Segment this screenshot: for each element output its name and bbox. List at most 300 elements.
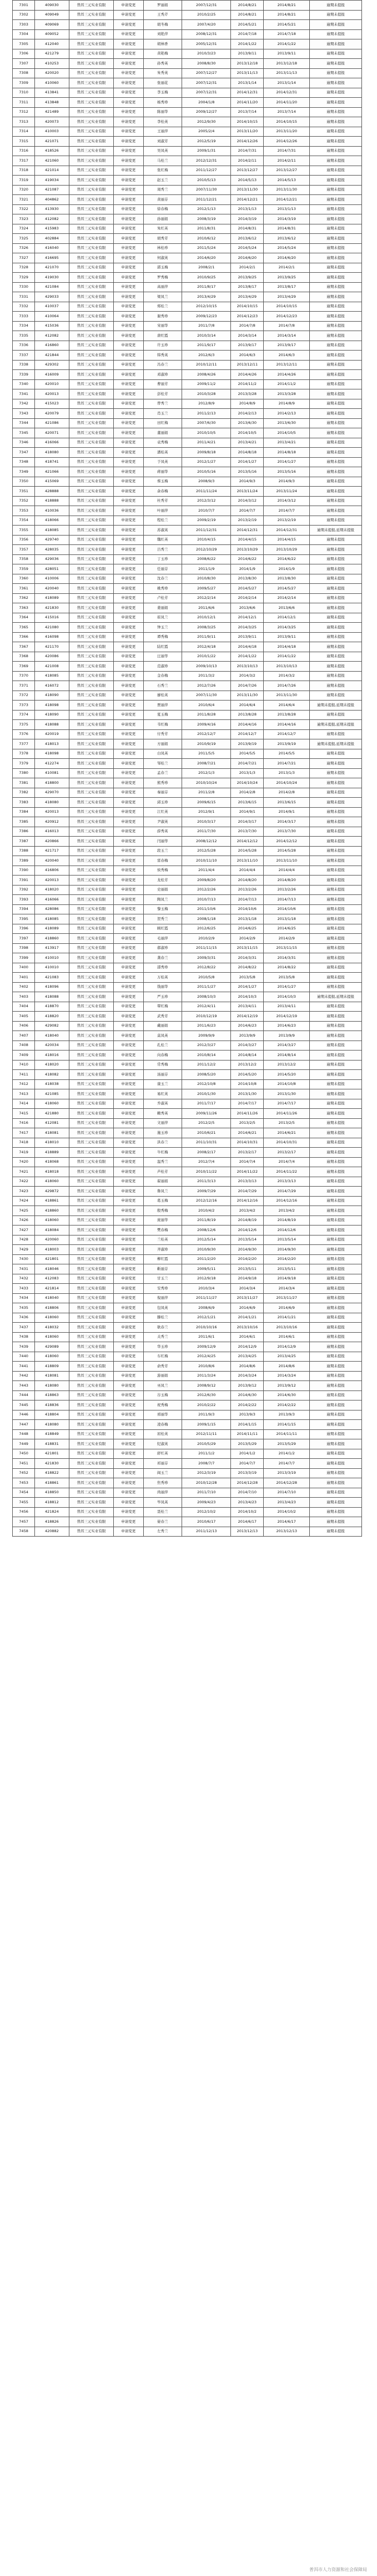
table-cell: 2014/12/19 [231, 1012, 264, 1022]
table-cell: 2014/12/23 [231, 312, 264, 322]
table-cell: 2011/10/6 [182, 904, 231, 914]
table-row [13, 195, 362, 205]
table-row [13, 321, 362, 331]
table-cell: 2010/2/9 [182, 934, 231, 944]
table-cell: 410010 [35, 963, 69, 973]
table-cell: 逾期未提报 [310, 671, 362, 681]
table-row [13, 749, 362, 759]
table-cell: 418081 [35, 1371, 69, 1381]
table-cell: 逾期未提报 [310, 1293, 362, 1303]
table-row [13, 1177, 362, 1187]
table-cell: 2014/5/13 [264, 176, 310, 186]
table-cell: 7302 [13, 10, 35, 20]
table-cell: 普洱三元实业有限 [69, 1079, 113, 1089]
table-cell: 普洱三元实业有限 [69, 545, 113, 555]
table-cell: 2014/4/16 [231, 720, 264, 730]
table-cell: 逾期未提报 [310, 282, 362, 292]
table-cell: 普洱三元实业有限 [69, 1429, 113, 1439]
table-cell: 2014/10/3 [264, 992, 310, 1002]
table-cell: 7313 [13, 117, 35, 127]
table-cell: 421084 [35, 282, 69, 292]
table-cell: 7312 [13, 107, 35, 117]
table-cell: 7342 [13, 399, 35, 409]
table-cell: 逾期未提报 [310, 914, 362, 924]
table-cell: 2010/8/30 [182, 574, 231, 584]
table-cell: 2014/5/24 [264, 243, 310, 253]
table-cell: 2012/2/5 [182, 1118, 231, 1128]
table-cell: 418096 [35, 982, 69, 992]
table-row [13, 1187, 362, 1197]
table-cell: 2014/5/21 [264, 20, 310, 30]
table-cell: 2014/2/20 [264, 1254, 310, 1264]
table-cell: 舒红英 [143, 1449, 182, 1459]
table-cell: 2014/11/26 [264, 1109, 310, 1119]
table-cell: 申请变更 [113, 1459, 143, 1469]
table-cell: 2014/8/18 [264, 448, 310, 458]
table-cell: 申请变更 [113, 1410, 143, 1420]
table-cell: 逾期未提报 [310, 418, 362, 428]
table-cell: 申请变更 [113, 535, 143, 545]
table-cell: 普洱三元实业有限 [69, 739, 113, 749]
table-cell: 2009/1/31 [182, 146, 231, 156]
table-cell: 林桂珍 [143, 243, 182, 253]
table-cell: 2014/7/21 [264, 759, 310, 769]
table-cell: 申请变更 [113, 273, 143, 283]
table-cell: 逾期未提报 [310, 904, 362, 914]
table-cell: 420086 [35, 652, 69, 662]
table-cell: 418809 [35, 1362, 69, 1372]
table-cell: 7379 [13, 759, 35, 769]
table-cell: 唐红霞 [143, 331, 182, 341]
table-cell: 2013/2/17 [231, 1148, 264, 1158]
table-cell: 逾期未提报 [310, 117, 362, 127]
table-cell: 逾期未提报 [310, 1216, 362, 1226]
table-cell: 7384 [13, 807, 35, 817]
table-cell: 2007/12/27 [182, 68, 231, 78]
table-cell: 416066 [35, 895, 69, 905]
table-cell: 普洱三元实业有限 [69, 788, 113, 798]
table-cell: 万桂英 [143, 973, 182, 983]
table-cell: 418820 [35, 1012, 69, 1022]
table-cell: 2014/11/2 [264, 379, 310, 389]
table-cell: 415016 [35, 613, 69, 623]
table-cell: 7335 [13, 331, 35, 341]
table-cell: 7328 [13, 263, 35, 273]
table-cell: 2014/4/4 [231, 866, 264, 876]
table-cell: 申请变更 [113, 1206, 143, 1216]
table-cell: 7327 [13, 253, 35, 263]
table-cell: 2013/9/17 [231, 341, 264, 351]
table-cell: 申请变更 [113, 1021, 143, 1031]
table-cell: 2014/12/23 [264, 312, 310, 322]
table-cell: 418081 [35, 1128, 69, 1138]
table-cell: 申请变更 [113, 1264, 143, 1274]
table-cell: 普洱三元实业有限 [69, 953, 113, 963]
table-cell: 2013/5/8 [231, 973, 264, 983]
table-cell: 魏红英 [143, 535, 182, 545]
table-row [13, 1400, 362, 1410]
table-cell: 2014/12/26 [264, 137, 310, 147]
table-cell: 7339 [13, 370, 35, 380]
table-cell: 申请变更 [113, 1177, 143, 1187]
table-cell: 普洱三元实业有限 [69, 1517, 113, 1527]
table-cell: 逾期未提报 [310, 341, 362, 351]
table-cell: 2013/6/30 [231, 418, 264, 428]
table-cell: 7415 [13, 1109, 35, 1119]
table-cell: 申请变更 [113, 1109, 143, 1119]
table-row [13, 185, 362, 195]
table-cell: 7310 [13, 88, 35, 98]
table-cell: 申请变更 [113, 1235, 143, 1245]
table-cell: 410006 [35, 574, 69, 584]
table-cell: 2013/11/30 [231, 185, 264, 195]
table-cell: 申请变更 [113, 1118, 143, 1128]
table-cell: 413930 [35, 204, 69, 214]
table-cell: 2009/7/29 [182, 1187, 231, 1197]
table-cell: 2014/8/19 [264, 1216, 310, 1226]
table-row [13, 1118, 362, 1128]
table-cell: 2014/12/6 [231, 1226, 264, 1236]
table-row [13, 360, 362, 370]
table-cell: 2013/2/5 [264, 1118, 310, 1128]
table-cell: 逾期未提报 [310, 195, 362, 205]
table-row [13, 1245, 362, 1255]
table-cell: 申请变更 [113, 856, 143, 866]
table-cell: 普洱三元实业有限 [69, 176, 113, 186]
table-cell: 普洱三元实业有限 [69, 1313, 113, 1323]
table-cell: 410064 [35, 312, 69, 322]
table-cell: 2014/6/30 [231, 1390, 264, 1400]
table-cell: 逾期未提报 [310, 1, 362, 11]
table-cell: 2009/1/15 [182, 1420, 231, 1430]
table-cell: 2014/6/3 [264, 351, 310, 361]
table-cell: 滕桂兰 [143, 1313, 182, 1323]
table-cell: 7348 [13, 457, 35, 467]
table-cell: 421083 [35, 973, 69, 983]
table-cell: 2014/7/18 [264, 29, 310, 39]
table-cell: 靳丽芬 [143, 1264, 182, 1274]
table-cell: 申请变更 [113, 632, 143, 642]
table-cell: 普洱三元实业有限 [69, 146, 113, 156]
table-cell: 申请变更 [113, 943, 143, 953]
table-cell: 2012/8/9 [182, 399, 231, 409]
table-cell: 申请变更 [113, 370, 143, 380]
table-cell: 逾期未提报 [310, 59, 362, 69]
table-cell: 7329 [13, 273, 35, 283]
table-cell: 普洱三元实业有限 [69, 837, 113, 847]
table-cell: 申请变更 [113, 351, 143, 361]
table-cell: 2013/5/8 [264, 973, 310, 983]
table-cell: 秦丽芬 [143, 788, 182, 798]
table-cell: 7330 [13, 282, 35, 292]
table-cell: 2011/11/27 [182, 1293, 231, 1303]
table-cell: 邹桂兰 [143, 759, 182, 769]
table-cell: 刘淑芳 [143, 137, 182, 147]
table-cell: 吕秀兰 [143, 545, 182, 555]
table-cell: 2013/11/30 [264, 185, 310, 195]
table-cell: 2013/11/20 [264, 127, 310, 137]
table-row [13, 837, 362, 847]
table-row [13, 1206, 362, 1216]
table-cell: 2014/9/30 [231, 1245, 264, 1255]
table-cell: 逾期未提报 [310, 1303, 362, 1313]
table-cell: 逾期未提报 [310, 516, 362, 526]
table-cell: 2013/6/6 [231, 603, 264, 613]
table-cell: 418020 [35, 885, 69, 895]
table-cell: 2014/10/8 [231, 1079, 264, 1089]
table-cell: 申请变更 [113, 39, 143, 49]
table-cell: 申请变更 [113, 78, 143, 88]
table-row [13, 1332, 362, 1342]
table-cell: 2009/5/11 [182, 1264, 231, 1274]
table-cell: 7398 [13, 943, 35, 953]
table-cell: 逾期未提报 [310, 1527, 362, 1537]
table-row [13, 39, 362, 49]
table-cell: 2013/9/11 [264, 49, 310, 59]
table-cell: 2014/12/7 [264, 729, 310, 739]
table-cell: 2008/4/26 [182, 370, 231, 380]
table-cell: 普洱三元实业有限 [69, 1, 113, 11]
table-cell: 孟春兰 [143, 768, 182, 778]
table-cell: 申请变更 [113, 691, 143, 701]
table-cell: 申请变更 [113, 992, 143, 1002]
table-cell: 逾期未提报 [310, 176, 362, 186]
table-cell: 421080 [35, 623, 69, 633]
table-cell: 申请变更 [113, 1362, 143, 1372]
table-cell: 421014 [35, 166, 69, 176]
table-cell: 2012/7/26 [182, 681, 231, 691]
table-cell: 普洱三元实业有限 [69, 263, 113, 273]
table-cell: 7454 [13, 1488, 35, 1498]
table-cell: 7337 [13, 351, 35, 361]
table-cell: 2011/9/17 [182, 341, 231, 351]
table-cell: 420040 [35, 584, 69, 594]
table-cell: 普洱三元实业有限 [69, 409, 113, 419]
table-cell: 418850 [35, 1488, 69, 1498]
table-cell: 409052 [35, 29, 69, 39]
table-cell: 418863 [35, 1390, 69, 1400]
table-cell: 2013/9/19 [231, 739, 264, 749]
table-cell: 申请变更 [113, 681, 143, 691]
table-cell: 2013/1/13 [231, 204, 264, 214]
table-cell: 419030 [35, 273, 69, 283]
table-cell: 申请变更 [113, 798, 143, 808]
table-cell: 416040 [35, 243, 69, 253]
table-row [13, 788, 362, 798]
table-cell: 2013/8/17 [264, 282, 310, 292]
table-cell: 倪丽萍 [143, 1293, 182, 1303]
table-cell: 2013/1/14 [231, 78, 264, 88]
table-cell: 文丽萍 [143, 1118, 182, 1128]
table-cell: 2014/9/18 [231, 1274, 264, 1284]
table-cell: 2013/3/28 [264, 389, 310, 399]
table-cell: 2007/11/30 [182, 185, 231, 195]
table-cell: 420040 [35, 856, 69, 866]
table-cell: 陈丽华 [143, 107, 182, 117]
table-row [13, 817, 362, 827]
table-cell: 逾期未提报 [310, 1362, 362, 1372]
table-row [13, 156, 362, 166]
table-cell: 2014/8/21 [264, 10, 310, 20]
table-cell: 2011/12/2 [182, 1060, 231, 1070]
table-cell: 逾期未提报 [310, 312, 362, 322]
table-cell: 申请变更 [113, 1157, 143, 1167]
table-row [13, 671, 362, 681]
table-cell: 2008/9/3 [182, 477, 231, 487]
table-cell: 逾期未提报 [310, 1138, 362, 1148]
table-row [13, 1323, 362, 1333]
table-cell: 2014/11/22 [231, 1167, 264, 1177]
table-cell: 普洱三元实业有限 [69, 29, 113, 39]
table-cell: 7402 [13, 982, 35, 992]
table-cell: 2013/2/26 [231, 885, 264, 895]
table-cell: 逾期未提报 [310, 1099, 362, 1109]
table-cell: 2013/1/3 [231, 768, 264, 778]
table-cell: 418085 [35, 671, 69, 681]
table-cell: 2014/7/18 [231, 29, 264, 39]
table-cell: 2014/9/3 [231, 477, 264, 487]
table-cell: 420912 [35, 817, 69, 827]
table-cell: 418889 [35, 1148, 69, 1158]
table-cell: 418806 [35, 1303, 69, 1313]
table-cell: 421489 [35, 107, 69, 117]
table-cell: 逾期未提报 [310, 1400, 362, 1410]
table-cell: 7421 [13, 1167, 35, 1177]
table-cell: 崔凤兰 [143, 613, 182, 623]
table-cell: 申请变更 [113, 428, 143, 438]
table-cell: 2013/11/30 [264, 691, 310, 701]
table-cell: 逾期未提报 [310, 253, 362, 263]
table-cell: 420071 [35, 428, 69, 438]
table-cell: 409069 [35, 20, 69, 30]
table-cell: 415069 [35, 477, 69, 487]
table-cell: 普洱三元实业有限 [69, 487, 113, 497]
table-cell: 7357 [13, 545, 35, 555]
table-cell: 逾期未提报 [310, 1284, 362, 1294]
table-cell: 申请变更 [113, 545, 143, 555]
table-cell: 7388 [13, 846, 35, 856]
table-cell: 芦桂芳 [143, 1167, 182, 1177]
table-row [13, 1352, 362, 1362]
table-cell: 7321 [13, 195, 35, 205]
table-cell: 2008/12/12 [182, 837, 231, 847]
table-cell: 申请变更 [113, 1031, 143, 1041]
table-cell: 2010/10/16 [182, 1323, 231, 1333]
table-cell: 申请变更 [113, 876, 143, 886]
table-row [13, 1264, 362, 1274]
table-cell: 温秀兰 [143, 1157, 182, 1167]
table-cell: 牛红梅 [143, 1148, 182, 1158]
table-cell: 2013/4/2 [231, 1206, 264, 1216]
table-cell: 2008/6/22 [182, 554, 231, 564]
table-cell: 逾期未提报 [310, 1274, 362, 1284]
table-cell: 416009 [35, 370, 69, 380]
table-cell: 2007/6/30 [182, 418, 231, 428]
table-cell: 2012/9/1 [182, 807, 231, 817]
table-cell: 418082 [35, 1070, 69, 1080]
table-cell: 申请变更 [113, 516, 143, 526]
table-cell: 2014/7/29 [231, 1187, 264, 1197]
table-cell: 许玉珍 [143, 341, 182, 351]
table-cell: 429740 [35, 535, 69, 545]
table-row [13, 564, 362, 574]
table-cell: 申请变更 [113, 885, 143, 895]
table-cell: 阎玉兰 [143, 1468, 182, 1478]
table-cell: 2014/12/16 [264, 1196, 310, 1206]
table-cell: 2012/10/8 [182, 1079, 231, 1089]
table-cell: 7363 [13, 603, 35, 613]
table-cell: 2010/5/16 [182, 467, 231, 477]
table-cell: 申请变更 [113, 59, 143, 69]
table-cell: 2014/9/1 [231, 807, 264, 817]
table-cell: 普洱三元实业有限 [69, 438, 113, 448]
table-cell: 7439 [13, 1342, 35, 1352]
table-cell: 7418 [13, 1138, 35, 1148]
table-cell: 申请变更 [113, 360, 143, 370]
table-cell: 申请变更 [113, 1352, 143, 1362]
table-cell: 2013/8/28 [231, 710, 264, 720]
table-cell: 申请变更 [113, 613, 143, 623]
table-cell: 2013/3/19 [264, 1468, 310, 1478]
table-cell: 逾期未提报 [310, 943, 362, 953]
table-cell: 普洱三元实业有限 [69, 973, 113, 983]
table-cell: 2014/7/26 [231, 681, 264, 691]
table-cell: 404862 [35, 195, 69, 205]
table-cell: 2014/7/7 [231, 1459, 264, 1469]
table-cell: 普洱三元实业有限 [69, 516, 113, 526]
table-cell: 逾期未提报 [310, 351, 362, 361]
table-cell: 普洱三元实业有限 [69, 1362, 113, 1372]
table-cell: 7401 [13, 973, 35, 983]
table-cell: 申请变更 [113, 788, 143, 798]
table-cell: 7438 [13, 1332, 35, 1342]
table-row [13, 370, 362, 380]
table-cell: 逾期未提报 [310, 39, 362, 49]
table-cell: 普洱三元实业有限 [69, 1264, 113, 1274]
table-cell: 2014/8/18 [231, 448, 264, 458]
table-cell: 申请变更 [113, 1390, 143, 1400]
table-cell: 逾期未提报 [310, 554, 362, 564]
table-cell: 2013/6/12 [264, 234, 310, 244]
table-cell: 7306 [13, 49, 35, 59]
table-cell: 巫凤兰 [143, 1381, 182, 1391]
table-cell: 普洱三元实业有限 [69, 1254, 113, 1264]
table-cell: 2009/12/23 [182, 312, 231, 322]
table-cell: 418812 [35, 1498, 69, 1508]
table-cell: 申请变更 [113, 137, 143, 147]
table-cell: 2014/5/28 [264, 846, 310, 856]
table-cell: 418020 [35, 1060, 69, 1070]
table-cell: 姚秀珍 [143, 584, 182, 594]
table-cell: 7336 [13, 341, 35, 351]
table-row [13, 341, 362, 351]
table-cell: 逾期未提报 [310, 243, 362, 253]
table-cell: 俞秀芳 [143, 1362, 182, 1372]
table-cell: 2013/4/25 [264, 1352, 310, 1362]
table-row [13, 876, 362, 886]
table-cell: 7457 [13, 1517, 35, 1527]
table-cell: 普洱三元实业有限 [69, 876, 113, 886]
table-cell: 逾期未提报 [310, 759, 362, 769]
table-cell: 申请变更 [113, 331, 143, 341]
table-cell: 416098 [35, 632, 69, 642]
table-cell: 申请变更 [113, 49, 143, 59]
table-cell: 逾期未提报 [310, 379, 362, 389]
table-row [13, 827, 362, 837]
table-row [13, 1381, 362, 1391]
table-cell: 申请变更 [113, 1079, 143, 1089]
table-cell: 普洱三元实业有限 [69, 691, 113, 701]
